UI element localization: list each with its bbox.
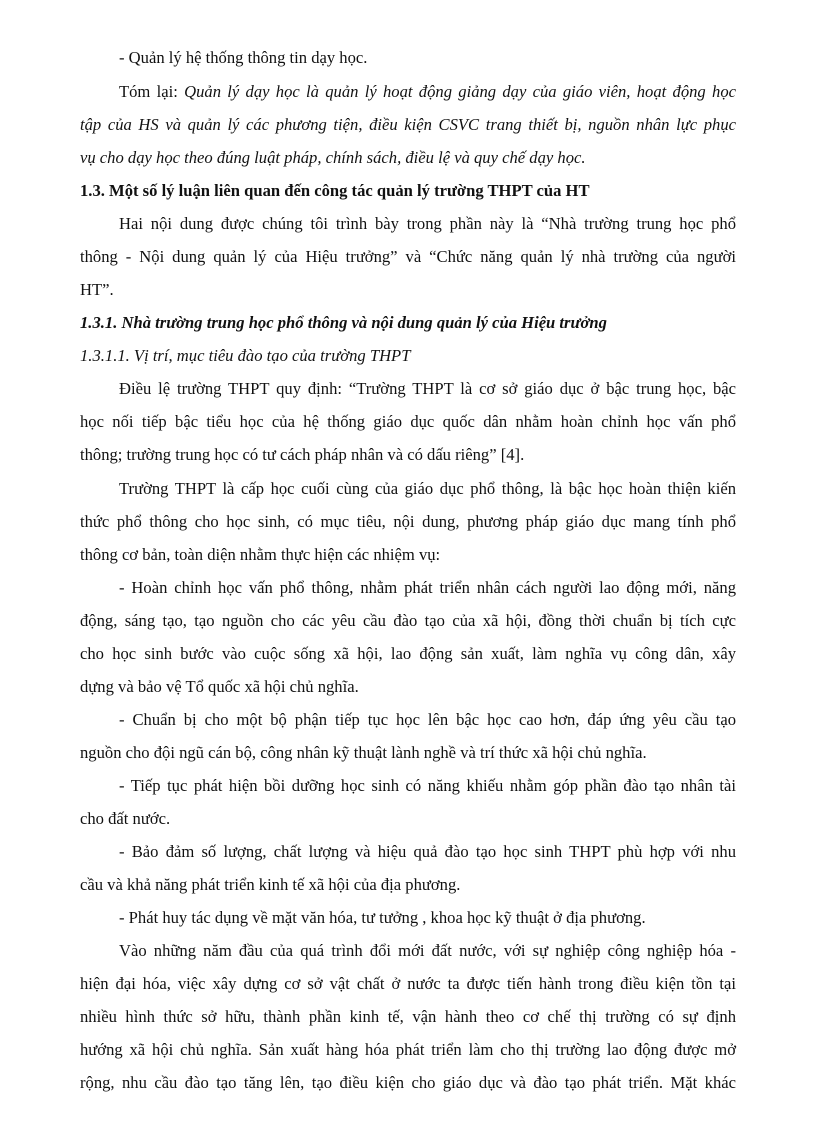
task2-line-1: - Chuẩn bị cho một bộ phận tiếp tục học lên bậc học cao hơn, đáp ứng yêu cầu tạo <box>119 710 736 729</box>
heading-1-3-1-1: 1.3.1.1. Vị trí, mục tiêu đào tạo của trường THPT <box>80 346 411 365</box>
intro-line-2: thông - Nội dung quản lý của Hiệu trưởng” và “Chức năng quản lý nhà trường của người <box>80 247 736 266</box>
task3-line-1: - Tiếp tục phát hiện bồi dưỡng học sinh có năng khiếu nhằm góp phần đào tạo nhân tài <box>119 776 736 795</box>
task1-line-1: - Hoàn chỉnh học vấn phổ thông, nhằm phát triển nhân cách người lao động mới, năng <box>119 578 736 597</box>
intro-line-1: Hai nội dung được chúng tôi trình bày trong phần này là “Nhà trường trung học phổ <box>119 214 736 233</box>
charter-line-3: thông; trường trung học có tư cách pháp nhân và có dấu riêng” [4]. <box>80 445 525 464</box>
heading-1-3-1: 1.3.1. Nhà trường trung học phổ thông và nội dung quản lý của Hiệu trưởng <box>80 313 607 332</box>
role-line-3: thông cơ bản, toàn diện nhằm thực hiện các nhiệm vụ: <box>80 545 441 564</box>
charter-line-2: học nối tiếp bậc tiểu học của hệ thống giáo dục quốc dân nhằm hoàn chỉnh học vấn phổ <box>80 412 736 431</box>
task2-line-2: nguồn cho đội ngũ cán bộ, công nhân kỹ thuật lành nghề và trí thức xã hội chủ nghĩa. <box>80 743 647 762</box>
task1-line-2: động, sáng tạo, tạo nguồn cho các yêu cầu đào tạo của xã hội, đồng thời chuẩn bị tích cực <box>80 611 736 630</box>
task4-line-2: cầu và khả năng phát triển kinh tế xã hội của địa phương. <box>80 875 461 894</box>
bullet-mgmt-info: - Quản lý hệ thống thông tin dạy học. <box>119 48 368 67</box>
summary-line-1 <box>119 82 736 102</box>
renewal-line-1: Vào những năm đầu của quá trình đổi mới đất nước, với sự nghiệp công nghiệp hóa - <box>119 941 736 960</box>
role-line-2: thức phổ thông cho học sinh, có mục tiêu, nội dung, phương pháp giáo dục mang tính phổ <box>80 512 736 531</box>
task4-line-1: - Bảo đảm số lượng, chất lượng và hiệu quả đào tạo học sinh THPT phù hợp với nhu <box>119 842 736 861</box>
renewal-line-3: nhiều hình thức sở hữu, thành phần kinh tế, vận hành theo cơ chế thị trường có sự định <box>80 1007 736 1026</box>
renewal-line-2: hiện đại hóa, việc xây dựng cơ sở vật chất ở nước ta được tiến hành trong điều kiện tồn tại <box>80 974 736 993</box>
task5-line: - Phát huy tác dụng về mặt văn hóa, tư tưởng , khoa học kỹ thuật ở địa phương. <box>119 908 646 927</box>
task3-line-2: cho đất nước. <box>80 809 171 828</box>
heading-1-3: 1.3. Một số lý luận liên quan đến công tác quản lý trường THPT của HT <box>80 181 590 200</box>
task1-line-3: cho học sinh bước vào cuộc sống xã hội, lao động sản xuất, làm nghĩa vụ công dân, xây <box>80 644 736 663</box>
summary-line-3: vụ cho dạy học theo đúng luật pháp, chính sách, điều lệ và quy chế dạy học. <box>80 148 586 167</box>
task1-line-4: dựng và bảo vệ Tổ quốc xã hội chủ nghĩa. <box>80 677 359 696</box>
summary-lead: Tóm lại: <box>119 82 185 101</box>
intro-line-3: HT”. <box>80 280 114 299</box>
renewal-line-5: rộng, nhu cầu đào tạo tăng lên, tạo điều kiện cho giáo dục và đào tạo phát triển. Mặt khác <box>80 1073 736 1092</box>
role-line-1: Trường THPT là cấp học cuối cùng của giáo dục phổ thông, là bậc học hoàn thiện kiến <box>119 479 736 498</box>
summary-text-1: Quản lý dạy học là quản lý hoạt động giảng dạy của giáo viên, hoạt động học <box>184 82 736 101</box>
summary-line-2: tập của HS và quản lý các phương tiện, điều kiện CSVC trang thiết bị, nguồn nhân lực phục <box>80 115 736 134</box>
charter-line-1: Điều lệ trường THPT quy định: “Trường THPT là cơ sở giáo dục ở bậc trung học, bậc <box>119 379 736 398</box>
renewal-line-4: hướng xã hội chủ nghĩa. Sản xuất hàng hóa phát triển làm cho thị trường lao động được mở <box>80 1040 736 1059</box>
